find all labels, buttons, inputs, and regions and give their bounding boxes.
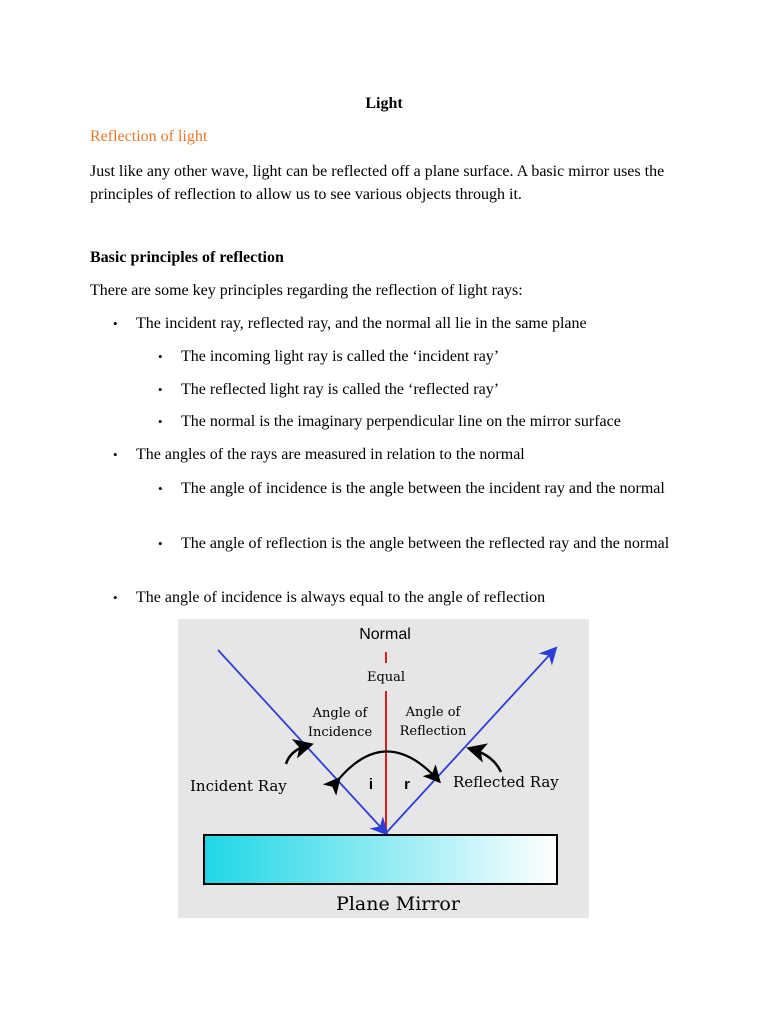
bullet-dot: • <box>158 382 163 397</box>
normal-label: Normal <box>359 626 411 643</box>
sub-bullet-item <box>158 478 691 500</box>
equal-label: Equal <box>366 670 406 685</box>
angle-incidence-label-line2: Incidence <box>307 725 373 740</box>
sub-bullet-item <box>158 379 691 401</box>
bullet-dot: • <box>113 316 118 331</box>
sub-bullet-item <box>158 346 691 368</box>
section-heading: Reflection of light <box>90 128 208 145</box>
i-label: i <box>368 776 374 793</box>
angle-reflection-label-line1: Angle of <box>405 705 461 720</box>
r-label: r <box>404 776 410 793</box>
bullet-text: The incoming light ray is called the ‘incident ray’ <box>181 348 500 365</box>
bullet-text: The angle of reflection is the angle between the reflected ray and the normal <box>181 535 670 552</box>
bullet-text: The angles of the rays are measured in relation to the normal <box>136 446 525 463</box>
bullet-text: The angle of incidence is the angle between the incident ray and the normal <box>181 480 665 497</box>
sub-bullet-item <box>158 411 691 433</box>
bullet-item <box>113 313 696 335</box>
bullet-dot: • <box>158 349 163 364</box>
bullet-item <box>113 444 696 466</box>
reflection-diagram <box>178 619 589 918</box>
bullet-dot: • <box>113 590 118 605</box>
bullet-dot: • <box>158 536 163 551</box>
bullet-dot: • <box>113 447 118 462</box>
incident-ray-label: Incident Ray <box>190 777 287 795</box>
angle-reflection-label-line2: Reflection <box>399 724 467 739</box>
bullet-text: The reflected light ray is called the ‘reflected ray’ <box>181 381 500 398</box>
angle-incidence-label-line1: Angle of <box>312 706 368 721</box>
bullet-dot: • <box>158 414 163 429</box>
page-title: Light <box>365 95 403 112</box>
bullet-text: The incident ray, reflected ray, and the normal all lie in the same plane <box>136 315 587 332</box>
intro-paragraph: Just like any other wave, light can be reflected off a plane surface. A basic mirror uses the principles of reflection to allow us to see various objects through it. <box>90 163 665 203</box>
plane-mirror <box>204 835 557 884</box>
bullet-item <box>113 587 696 609</box>
reflection-diagram-svg <box>178 619 589 918</box>
principles-intro: There are some key principles regarding the reflection of light rays: <box>90 282 523 299</box>
bullet-text: The normal is the imaginary perpendicular line on the mirror surface <box>181 413 621 430</box>
principles-heading: Basic principles of reflection <box>90 249 284 266</box>
bullet-dot: • <box>158 481 163 496</box>
reflected-ray-label: Reflected Ray <box>453 773 559 791</box>
bullet-text: The angle of incidence is always equal to the angle of reflection <box>136 589 546 606</box>
mirror-label: Plane Mirror <box>336 893 460 915</box>
sub-bullet-item <box>158 533 691 555</box>
